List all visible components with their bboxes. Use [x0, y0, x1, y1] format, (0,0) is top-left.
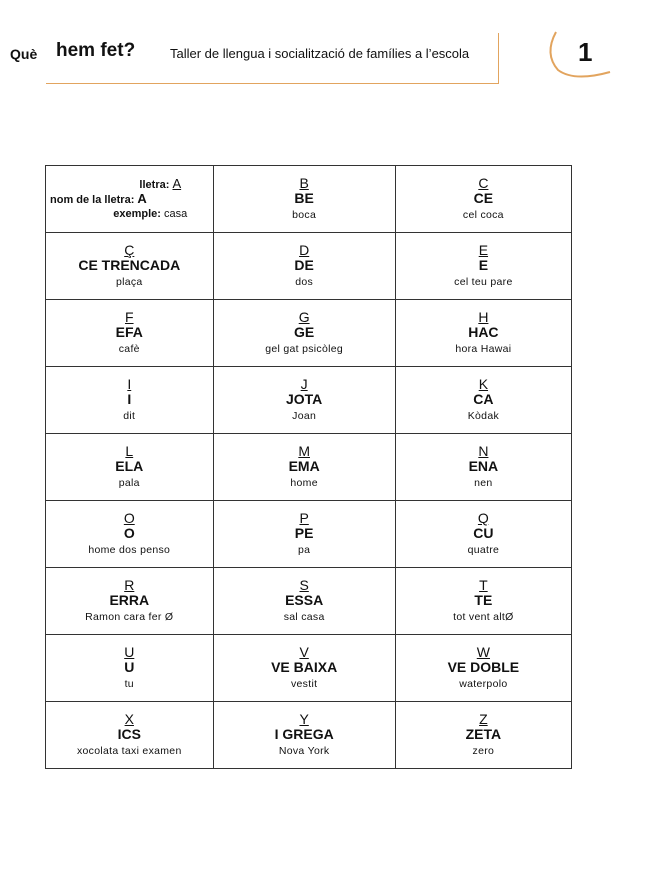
letter: E: [478, 242, 489, 258]
letter-example: gel gat psicòleg: [265, 343, 344, 355]
letter-cell: [213, 501, 395, 568]
letter-cell: [395, 568, 571, 635]
letter-example: quatre: [467, 544, 500, 556]
letter: D: [299, 242, 310, 258]
table-row: [46, 166, 572, 233]
letter-name: BE: [294, 190, 314, 206]
header-divider-horizontal: [46, 83, 499, 84]
table-row: [46, 568, 572, 635]
letter-name: VE DOBLE: [447, 659, 520, 675]
letter-example: pa: [298, 544, 311, 556]
letter-name: ERRA: [109, 592, 150, 608]
letter: N: [478, 443, 489, 459]
letter-cell: [213, 635, 395, 702]
letter-example: dit: [123, 410, 136, 422]
letter-example: waterpolo: [459, 678, 508, 690]
lletra-value: A: [172, 176, 182, 191]
table-row: [46, 635, 572, 702]
letter-name: CE: [473, 190, 494, 206]
letter-cell: [395, 434, 571, 501]
header-hem-fet: hem fet?: [56, 40, 136, 61]
letter-example: tu: [124, 678, 134, 690]
letter-example: zero: [472, 745, 495, 757]
letter-example: tot vent altØ: [453, 611, 514, 623]
letter-example: pala: [118, 477, 140, 489]
letter-name: EFA: [115, 324, 143, 340]
letter-cell: [213, 300, 395, 367]
letter-name: U: [124, 659, 135, 675]
page-number: 1: [578, 37, 593, 67]
letter-example: nen: [474, 477, 493, 489]
letter-example: home dos penso: [88, 544, 171, 556]
letter-cell: [213, 702, 395, 769]
letter-cell: [395, 501, 571, 568]
letter-example: Joan: [292, 410, 317, 422]
exemple-label: exemple:: [113, 208, 161, 220]
letter-cell: [213, 166, 395, 233]
letter-name: ESSA: [285, 592, 324, 608]
letter: Ç: [124, 242, 135, 258]
letter: M: [298, 443, 310, 459]
letter-name: ELA: [115, 458, 144, 474]
letter: P: [299, 510, 309, 526]
letter-example: cafè: [118, 343, 140, 355]
letter-example: boca: [292, 209, 317, 221]
letter-name: CE TRENCADA: [78, 257, 181, 273]
letter: Y: [299, 711, 309, 727]
letter-name: E: [478, 257, 489, 273]
letter: H: [478, 309, 489, 325]
table-row: [46, 300, 572, 367]
letter-example: sal casa: [283, 611, 325, 623]
letter-cell: [395, 367, 571, 434]
letter: Q: [477, 510, 489, 526]
letter-cell: [395, 233, 571, 300]
letter-cell-a: [46, 166, 214, 233]
letter-name: TE: [474, 592, 493, 608]
letter: C: [478, 175, 489, 191]
letter-example: home: [290, 477, 318, 489]
page-header: [10, 38, 500, 84]
letter: X: [124, 711, 134, 727]
header-subtitle: Taller de llengua i socialització de famílies a l’escola: [170, 46, 470, 61]
letter-name: I: [127, 391, 132, 407]
letter-example: xocolata taxi examen: [76, 745, 182, 757]
letter-name: GE: [294, 324, 315, 340]
letter: W: [476, 644, 490, 660]
letter: T: [479, 577, 488, 593]
table-row: [46, 501, 572, 568]
letter: L: [125, 443, 134, 459]
letter-example: Kòdak: [467, 410, 500, 422]
nom-value: A: [137, 191, 147, 206]
letter-name: CU: [473, 525, 494, 541]
exemple-value: casa: [164, 208, 188, 220]
letter-cell: [46, 501, 214, 568]
letter: O: [123, 510, 135, 526]
letter-cell: [213, 233, 395, 300]
letter: B: [299, 175, 309, 191]
lletra-label: lletra:: [139, 179, 170, 191]
letter: V: [299, 644, 309, 660]
letter-cell: [46, 568, 214, 635]
letter-name: ZETA: [465, 726, 502, 742]
table-row: [46, 367, 572, 434]
letter-cell: [395, 166, 571, 233]
letter: F: [124, 309, 134, 325]
letter: Z: [479, 711, 488, 727]
letter-name: VE BAIXA: [271, 659, 338, 675]
letter-cell: [213, 367, 395, 434]
letter: G: [298, 309, 310, 325]
letter: U: [124, 644, 135, 660]
letter-name: DE: [294, 257, 314, 273]
letter-name: CA: [473, 391, 494, 407]
nom-label: nom de la lletra:: [50, 194, 135, 206]
letter-name: ICS: [117, 726, 141, 742]
letter: K: [478, 376, 489, 392]
letter-example: cel teu pare: [454, 276, 513, 288]
letter-example: Nova York: [278, 745, 330, 757]
letter-cell: [46, 233, 214, 300]
letter-example: hora Hawai: [455, 343, 512, 355]
letter-name: O: [123, 525, 135, 541]
letter: S: [299, 577, 309, 593]
letter-name: ENA: [468, 458, 499, 474]
letter-cell: [395, 702, 571, 769]
letter-example: cel coca: [462, 209, 504, 221]
header-que: Què: [10, 46, 38, 62]
letter-cell: [46, 635, 214, 702]
letter-cell: [395, 300, 571, 367]
letter-cell: [395, 635, 571, 702]
letter-cell: [213, 434, 395, 501]
letter-cell: [46, 367, 214, 434]
table-row: [46, 233, 572, 300]
letter-example: dos: [295, 276, 314, 288]
letter-example: plaça: [115, 276, 143, 288]
letter-cell: [46, 300, 214, 367]
alphabet-table: [45, 165, 572, 769]
letter-name: I GREGA: [274, 726, 334, 742]
letter-name: HAC: [468, 324, 499, 340]
letter: R: [124, 577, 135, 593]
letter-name: EMA: [288, 458, 320, 474]
letter-cell: [46, 434, 214, 501]
letter-cell: [46, 702, 214, 769]
letter-name: PE: [294, 525, 314, 541]
table-row: [46, 434, 572, 501]
letter-example: Ramon cara fer Ø: [85, 611, 174, 623]
letter-cell: [213, 568, 395, 635]
letter: I: [127, 376, 132, 392]
letter: J: [300, 376, 308, 392]
letter-example: vestit: [290, 678, 318, 690]
header-divider-vertical: [498, 33, 499, 83]
letter-name: JOTA: [285, 391, 323, 407]
table-row: [46, 702, 572, 769]
